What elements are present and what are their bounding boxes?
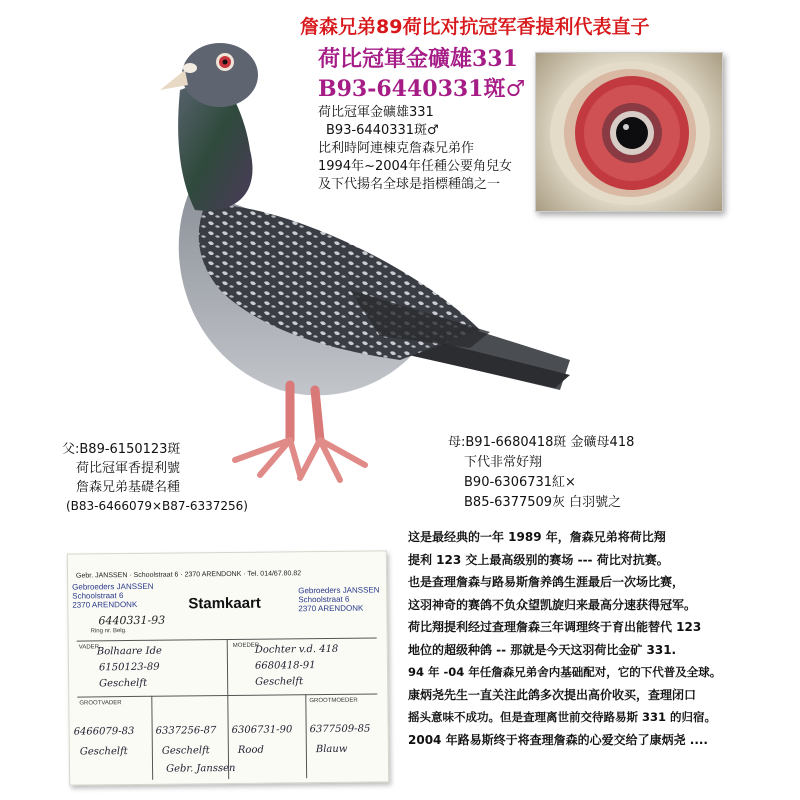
story-line: 这是最经典的一年 1989 年，詹森兄弟将荷比翔: [408, 530, 666, 544]
card-ring-number: 6440331-93: [98, 613, 166, 628]
sire-line: 詹森兄弟基礎名種: [76, 480, 181, 495]
stamp-line: Gebroeders JANSSEN: [298, 585, 380, 596]
card-signature: Gebr. Janssen: [165, 762, 236, 775]
info-line: 比利時阿連棟克詹森兄弟作: [318, 141, 475, 156]
stamp-line: Gebroeders JANSSEN: [72, 581, 154, 592]
father-name: Bolhaare Ide: [96, 645, 162, 658]
card-ring-label: Ring nr. Belg.: [90, 628, 127, 635]
sire-parents: (B83-6466079×B87-6337256): [66, 499, 248, 513]
story-line: 94 年 -04 年任詹森兄弟舍内基础配对，它的下代普及全球。: [408, 665, 722, 679]
stamp-line: Schoolstraat 6: [72, 591, 124, 601]
sire-info: [62, 440, 248, 516]
mother-label: MOEDER: [232, 642, 260, 649]
sire-line: 荷比冠軍香提利號: [76, 461, 181, 476]
card-stamp: [72, 582, 154, 610]
pedigree-card: [67, 550, 389, 785]
mother-ring: 6680418-91: [254, 660, 316, 672]
pigeon-name: 荷比冠軍金礦雄331: [318, 46, 518, 72]
grandparent-color: Geschelft: [79, 746, 128, 758]
story-line: 提利 123 交上最高级别的赛场 --- 荷比对抗赛。: [408, 552, 669, 567]
grandparent-ring: 6377509-85: [309, 723, 371, 736]
info-line: 及下代揚名全球是指標種鴿之一: [318, 177, 501, 192]
grandparent-color: Rood: [237, 744, 264, 756]
story-line: 这羽神奇的赛鸽不负众望凯旋归来最高分速获得冠军。: [408, 597, 697, 612]
info-line: B93-6440331斑♂: [326, 123, 439, 138]
story-line: 也是查理詹森与路易斯詹养鸽生涯最后一次场比赛，: [408, 575, 685, 589]
card-divider: [227, 639, 229, 779]
father-color: Geschelft: [99, 677, 148, 690]
story-line: 地位的超级种鸽 -- 那就是今天这羽荷比金矿 331.: [408, 642, 677, 657]
grandparent-ring: 6306731-90: [231, 724, 293, 736]
card-stamp-2: [298, 585, 380, 613]
mother-name: Dochter v.d. 418: [254, 643, 339, 656]
dam-line: 母:B91-6680418斑 金礦母418: [448, 435, 635, 450]
dam-line: 下代非常好翔: [464, 455, 543, 470]
eye-photo: [535, 52, 723, 212]
grandfather-label: GROOTVADER: [79, 700, 122, 707]
grandparent-ring: 6466079-83: [73, 725, 135, 738]
grandparent-color: Geschelft: [161, 745, 210, 757]
grandmother-label: GROOTMOEDER: [309, 697, 358, 705]
page-title: 詹森兄弟89荷比对抗冠军香提利代表直子: [300, 16, 650, 38]
pigeon-photo: [150, 30, 570, 500]
card-header: Gebr. JANSSEN · Schoolstraat 6 · 2370 ARENDONK · Tel. 014/67.80.82: [75, 570, 302, 580]
info-line: 荷比冠軍金礦雄331: [318, 105, 434, 120]
grandparent-ring: 6337256-87: [155, 725, 217, 737]
story-line: 荷比翔提利经过查理詹森三年调理终于育出能替代 123: [408, 620, 702, 634]
story-line: 康炳尧先生一直关注此鸽多次提出高价收买，查理闭口: [408, 687, 697, 702]
dam-info: [448, 433, 634, 513]
story-line: 摇头意味不成功。但是查理离世前交待路易斯 331 的归宿。: [408, 710, 717, 724]
dam-line: B85-6377509灰 白羽號之: [464, 495, 622, 510]
dam-line: B90-6306731紅×: [464, 475, 576, 490]
info-line: 1994年~2004年任種公要角兒女: [318, 159, 513, 174]
sire-line: 父:B89-6150123斑: [62, 442, 181, 457]
pigeon-ring-number: B93-6440331斑♂: [318, 76, 526, 102]
stamp-line: 2370 ARENDONK: [298, 603, 364, 614]
stamp-line: Schoolstraat 6: [298, 594, 350, 605]
grandparent-color: Blauw: [315, 743, 348, 756]
card-divider: [151, 696, 153, 780]
story-line: 2004 年路易斯终于将查理詹森的心爱交给了康炳尧 ....: [408, 732, 708, 747]
father-ring: 6150123-89: [98, 661, 160, 674]
card-divider: [305, 694, 307, 778]
father-label: VADER: [78, 644, 100, 651]
mother-color: Geschelft: [255, 676, 304, 688]
story-text: [408, 526, 721, 751]
stamp-line: 2370 ARENDONK: [72, 599, 138, 610]
card-title: Stamkaart: [188, 594, 261, 613]
